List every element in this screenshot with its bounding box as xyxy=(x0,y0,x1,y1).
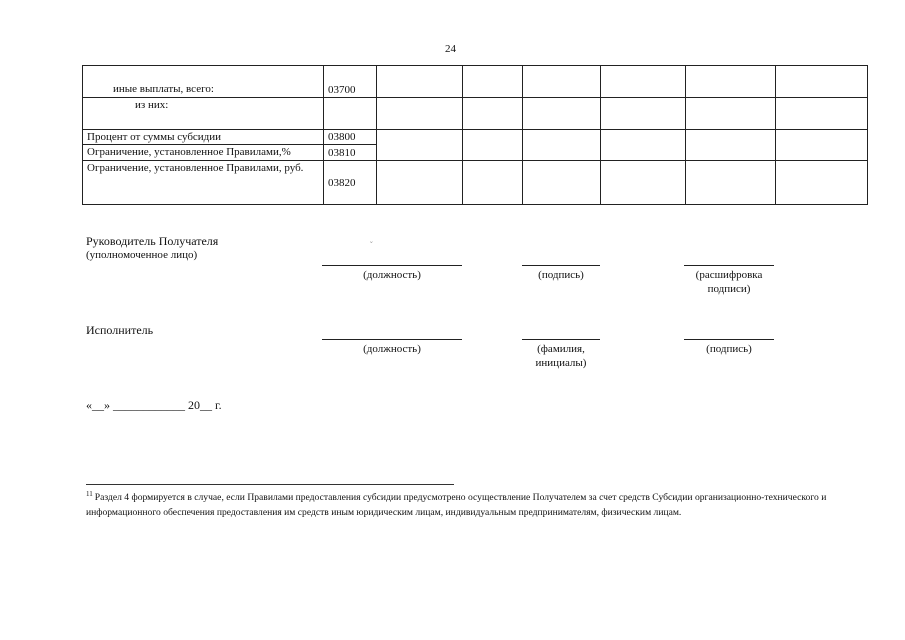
table-cell xyxy=(776,130,868,161)
row-code: 03800 xyxy=(324,130,377,145)
scan-speck: ˘ xyxy=(370,240,373,249)
table-cell xyxy=(523,98,601,130)
position-caption: (должность) xyxy=(363,269,421,281)
table-cell xyxy=(463,98,523,130)
footnote-divider xyxy=(86,484,454,485)
position-line xyxy=(322,265,462,266)
table-cell xyxy=(686,66,776,98)
table-cell xyxy=(523,130,601,161)
name-line xyxy=(684,265,774,266)
table-cell xyxy=(776,98,868,130)
row-label: из них: xyxy=(83,98,324,130)
table-row xyxy=(83,98,868,130)
position-line xyxy=(322,339,462,340)
footnote-text: Раздел 4 формируется в случае, если Правилами предоставления субсидии предусмотрено осуществление Получателем за счет средств Субсидии организационно-технического и информационного обеспечения предоставления им средств иным юридическим лицам, индивидуальным предпринимателям, физическим лицам. xyxy=(86,492,827,519)
row-label: Ограничение, установленное Правилами,% xyxy=(83,145,324,161)
table-cell xyxy=(377,66,463,98)
position-caption: (должность) xyxy=(363,343,421,355)
name-caption: (расшифровка подписи) xyxy=(695,269,763,295)
table-cell xyxy=(601,161,686,205)
row-label: иные выплаты, всего: xyxy=(83,66,324,98)
footnote-mark: 11 xyxy=(86,490,93,498)
table-cell xyxy=(686,130,776,161)
row-code: 03700 xyxy=(324,66,377,98)
table-cell xyxy=(601,98,686,130)
table-cell xyxy=(686,161,776,205)
executor-title: Исполнитель xyxy=(86,323,154,337)
row-label: Ограничение, установленное Правилами, руб. xyxy=(83,161,324,205)
table-cell xyxy=(523,66,601,98)
table-cell xyxy=(776,66,868,98)
table-row xyxy=(83,66,868,98)
row-code xyxy=(324,98,377,130)
table-cell xyxy=(601,130,686,161)
table-cell xyxy=(686,98,776,130)
table-cell xyxy=(377,130,463,161)
row-label: Процент от суммы субсидии xyxy=(83,130,324,145)
signature-line xyxy=(684,339,774,340)
head-signature-title: Руководитель Получателя xyxy=(86,234,219,248)
table-cell xyxy=(523,161,601,205)
table-row xyxy=(83,130,868,145)
page-number: 24 xyxy=(445,43,456,55)
head-signature-subtitle: (уполномоченное лицо) xyxy=(86,249,198,261)
date-line: «__» ____________ 20__ г. xyxy=(86,398,222,412)
table-cell xyxy=(601,66,686,98)
row-code: 03820 xyxy=(324,161,377,205)
table-cell xyxy=(776,161,868,205)
table-cell xyxy=(463,66,523,98)
table-cell xyxy=(463,130,523,161)
row-code: 03810 xyxy=(324,145,377,161)
report-table xyxy=(82,65,868,205)
table-row xyxy=(83,161,868,205)
table-cell xyxy=(377,161,463,205)
fullname-line xyxy=(522,339,600,340)
footnote xyxy=(86,487,831,520)
signature-caption: (подпись) xyxy=(706,343,752,355)
signature-caption: (подпись) xyxy=(538,269,584,281)
signature-line xyxy=(522,265,600,266)
fullname-caption: (фамилия, инициалы) xyxy=(535,343,587,369)
table-cell xyxy=(463,161,523,205)
table-cell xyxy=(377,98,463,130)
